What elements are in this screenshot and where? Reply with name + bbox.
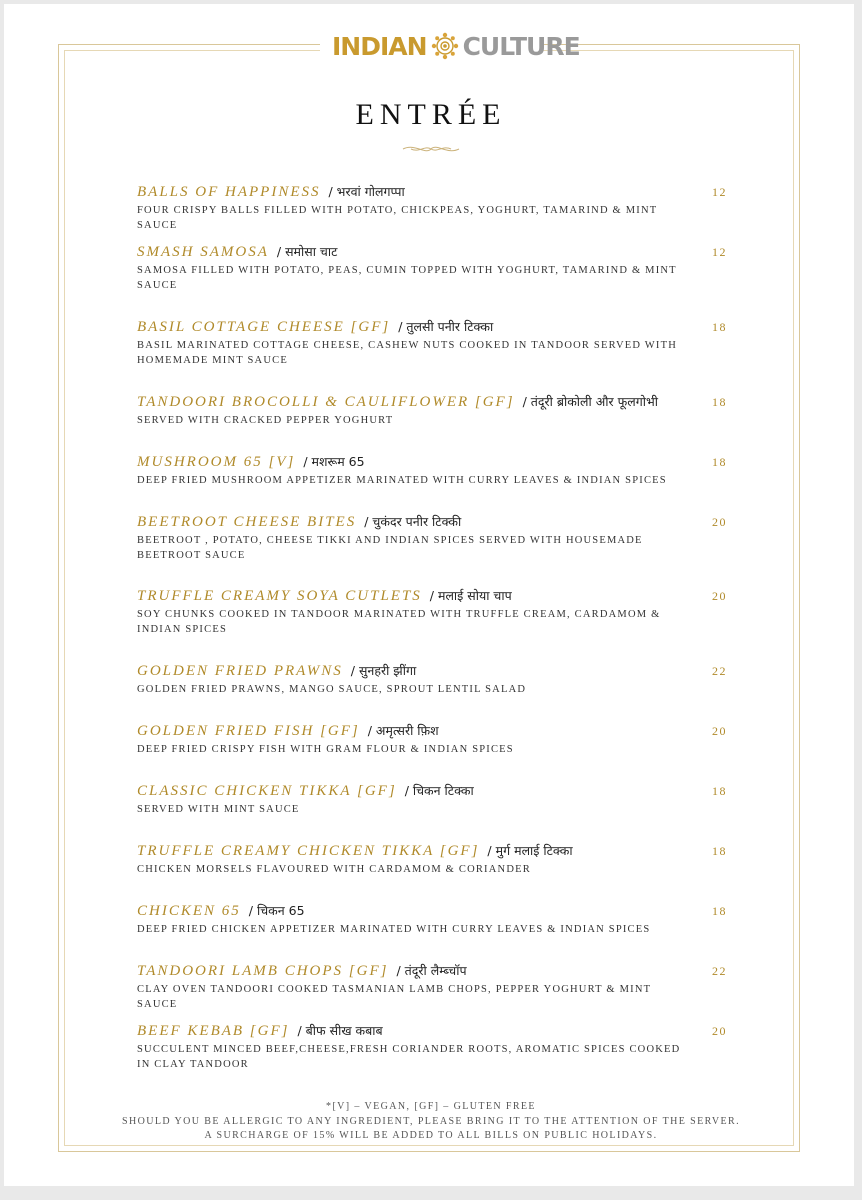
menu-item-name: MUSHROOM 65 [V]: [137, 454, 296, 470]
menu-item: [137, 183, 727, 233]
menu-item-price: 20: [712, 589, 727, 603]
menu-item-header: [137, 1022, 727, 1042]
menu-item-hindi-name: / मुर्ग मलाई टिक्का: [487, 843, 573, 858]
menu-item: [137, 393, 727, 429]
menu-item-price: 12: [712, 185, 727, 199]
menu-item-hindi-name: / चिकन 65: [248, 903, 305, 918]
menu-item: [137, 842, 727, 878]
menu-item-header: [137, 393, 727, 413]
mandala-icon: [431, 32, 459, 60]
menu-item-name: TRUFFLE CREAMY SOYA CUTLETS: [137, 588, 422, 604]
menu-item-name: SMASH SAMOSA: [137, 244, 269, 260]
flourish-icon: [401, 141, 461, 157]
menu-item-header: [137, 513, 727, 533]
menu-item-name: TRUFFLE CREAMY CHICKEN TIKKA [GF]: [137, 843, 480, 859]
menu-item-header: [137, 782, 727, 802]
menu-item-hindi-name: / अमृत्सरी फ़िश: [367, 723, 439, 738]
menu-item: [137, 587, 727, 637]
menu-item-header: [137, 453, 727, 473]
menu-item-header: [137, 662, 727, 682]
menu-item: [137, 1022, 727, 1072]
menu-item-price: 20: [712, 515, 727, 529]
diet-legend: *[V] – VEGAN, [GF] – GLUTEN FREE: [326, 1101, 536, 1112]
menu-item-header: [137, 318, 727, 338]
menu-item: [137, 722, 727, 758]
menu-item: [137, 902, 727, 938]
menu-item-name: TANDOORI LAMB CHOPS [GF]: [137, 963, 389, 979]
menu-item-name: TANDOORI BROCOLLI & CAULIFLOWER [GF]: [137, 394, 515, 410]
menu-item-name: CHICKEN 65: [137, 903, 241, 919]
menu-item-name: CLASSIC CHICKEN TIKKA [GF]: [137, 783, 397, 799]
menu-item-header: [137, 722, 727, 742]
menu-item-description: BEETROOT , POTATO, CHEESE TIKKI AND INDIAN SPICES SERVED WITH HOUSEMADE BEETROOT SAUCE: [137, 535, 643, 561]
menu-item: [137, 662, 727, 698]
menu-item-description: SERVED WITH CRACKED PEPPER YOGHURT: [137, 415, 394, 426]
menu-footer: [0, 1100, 862, 1144]
menu-item: [137, 962, 727, 1012]
menu-item-hindi-name: / चुकंदर पनीर टिक्की: [364, 514, 462, 529]
menu-item-description: GOLDEN FRIED PRAWNS, MANGO SAUCE, SPROUT LENTIL SALAD: [137, 684, 527, 695]
menu-item-header: [137, 842, 727, 862]
menu-item-hindi-name: / भरवां गोलगप्पा: [328, 184, 405, 199]
menu-item-price: 20: [712, 1024, 727, 1038]
surcharge-notice: A SURCHARGE OF 15% WILL BE ADDED TO ALL BILLS ON PUBLIC HOLIDAYS.: [204, 1130, 658, 1141]
menu-item-description: FOUR CRISPY BALLS FILLED WITH POTATO, CHICKPEAS, YOGHURT, TAMARIND & MINT SAUCE: [137, 205, 658, 231]
menu-item: [137, 243, 727, 293]
menu-item: [137, 782, 727, 818]
menu-item-hindi-name: / समोसा चाट: [276, 244, 338, 259]
menu-item-description: SERVED WITH MINT SAUCE: [137, 804, 300, 815]
menu-item-hindi-name: / तंदूरी ब्रोकोली और फूलगोभी: [522, 394, 659, 409]
menu-item-price: 22: [712, 964, 727, 978]
menu-item-hindi-name: / सुनहरी झींगा: [350, 663, 417, 678]
allergy-notice: SHOULD YOU BE ALLERGIC TO ANY INGREDIENT, PLEASE BRING IT TO THE ATTENTION OF THE SERVER.: [122, 1115, 740, 1127]
menu-item-price: 18: [712, 320, 727, 334]
brand-word-indian: INDIAN: [332, 31, 427, 61]
section-title: ENTRÉE: [355, 98, 507, 131]
menu-item-price: 18: [712, 455, 727, 469]
menu-item-description: CLAY OVEN TANDOORI COOKED TASMANIAN LAMB CHOPS, PEPPER YOGHURT & MINT SAUCE: [137, 984, 652, 1010]
menu-item-hindi-name: / बीफ सीख कबाब: [297, 1023, 383, 1038]
menu-item-hindi-name: / मलाई सोया चाप: [429, 588, 512, 603]
menu-item-name: BEEF KEBAB [GF]: [137, 1023, 290, 1039]
menu-item-header: [137, 902, 727, 922]
brand-word-culture: CULTURE: [462, 31, 580, 61]
menu-item-name: BALLS OF HAPPINESS: [137, 184, 321, 200]
menu-item-description: DEEP FRIED CRISPY FISH WITH GRAM FLOUR & INDIAN SPICES: [137, 744, 514, 755]
menu-item-description: DEEP FRIED CHICKEN APPETIZER MARINATED WITH CURRY LEAVES & INDIAN SPICES: [137, 924, 651, 935]
menu-item-price: 18: [712, 844, 727, 858]
menu-item-description: DEEP FRIED MUSHROOM APPETIZER MARINATED WITH CURRY LEAVES & INDIAN SPICES: [137, 475, 667, 486]
menu-item-price: 18: [712, 395, 727, 409]
menu-item-description: SOY CHUNKS COOKED IN TANDOOR MARINATED WITH TRUFFLE CREAM, CARDAMOM & INDIAN SPICES: [137, 609, 661, 635]
menu-item-header: [137, 183, 727, 203]
menu-item-price: 18: [712, 904, 727, 918]
menu-item-price: 18: [712, 784, 727, 798]
menu-item: [137, 453, 727, 489]
menu-item-name: GOLDEN FRIED PRAWNS: [137, 663, 343, 679]
menu-item-description: SAMOSA FILLED WITH POTATO, PEAS, CUMIN TOPPED WITH YOGHURT, TAMARIND & MINT SAUCE: [137, 265, 677, 291]
menu-item-hindi-name: / तुलसी पनीर टिक्का: [398, 319, 494, 334]
menu-item: [137, 513, 727, 563]
menu-item-hindi-name: / मशरूम 65: [303, 454, 365, 469]
menu-item-name: BEETROOT CHEESE BITES: [137, 514, 357, 530]
menu-item-description: SUCCULENT MINCED BEEF,CHEESE,FRESH CORIANDER ROOTS, AROMATIC SPICES COOKED IN CLAY TANDOOR: [137, 1044, 681, 1070]
menu-item-price: 22: [712, 664, 727, 678]
menu-item-name: BASIL COTTAGE CHEESE [GF]: [137, 319, 391, 335]
menu-item-description: CHICKEN MORSELS FLAVOURED WITH CARDAMOM & CORIANDER: [137, 864, 531, 875]
menu-item-header: [137, 587, 727, 607]
menu-item-hindi-name: / तंदूरी लैम्ब्चॉप: [396, 963, 467, 978]
menu-item-hindi-name: / चिकन टिक्का: [404, 783, 474, 798]
menu-item: [137, 318, 727, 368]
menu-item-header: [137, 962, 727, 982]
menu-item-header: [137, 243, 727, 263]
menu-item-description: BASIL MARINATED COTTAGE CHEESE, CASHEW NUTS COOKED IN TANDOOR SERVED WITH HOMEMADE MINT SAUCE: [137, 340, 677, 366]
menu-item-price: 12: [712, 245, 727, 259]
menu-item-name: GOLDEN FRIED FISH [GF]: [137, 723, 360, 739]
brand-logo: [332, 28, 580, 64]
menu-item-price: 20: [712, 724, 727, 738]
